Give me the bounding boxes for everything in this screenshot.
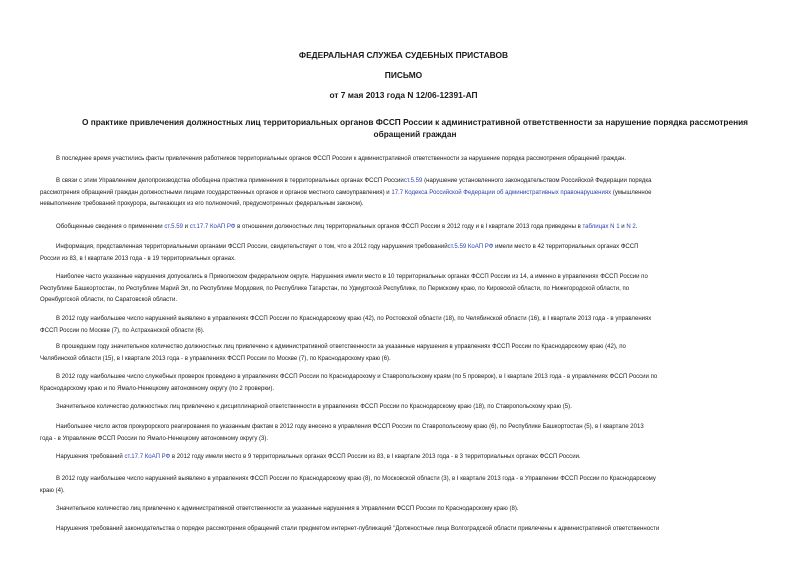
paragraph-11-line-1 xyxy=(40,452,768,464)
paragraph-7-line-2: Челябинской области (15), в I квартале 2013 года - в управлениях ФССП России по Москве (7), по Краснодарскому краю (6). xyxy=(40,355,391,362)
link-art-5-59-b[interactable]: ст.5.59 xyxy=(164,224,183,230)
paragraph-2-line-1 xyxy=(40,176,768,188)
link-art-5-59-koap[interactable]: ст.5.59 КоАП РФ xyxy=(447,244,494,250)
paragraph-3-text-a: Обобщенные сведения о применении xyxy=(56,224,165,230)
paragraph-4-text-a: Информация, представленная территориальными органами ФССП России, свидетельствует о том, что в 2012 году нарушения требований xyxy=(56,244,448,250)
agency-name: ФЕДЕРАЛЬНАЯ СЛУЖБА СУДЕБНЫХ ПРИСТАВОВ xyxy=(298,50,509,60)
paragraph-3-text-c: в отношении должностных лиц территориальных органов ФССП России в 2012 году и в I квартале 2013 года приведены в xyxy=(235,224,583,230)
document-title xyxy=(70,117,760,140)
link-table-2[interactable]: N 2 xyxy=(626,224,636,230)
paragraph-10 xyxy=(40,422,768,445)
paragraph-2-text-d: (умышленное xyxy=(611,189,652,196)
paragraph-4-line-2: России из 83, в I квартале 2013 года - в 19 территориальных органах. xyxy=(40,255,236,262)
paragraph-3-text-b: и xyxy=(182,224,190,230)
paragraph-12 xyxy=(40,474,768,497)
link-koap-17-7-full[interactable]: 17.7 Кодекса Российской Федерации об административных правонарушениях xyxy=(391,189,612,196)
paragraph-7 xyxy=(40,342,768,365)
document-title-line-2: обращений граждан xyxy=(373,128,457,139)
document-title-line-1: О практике привлечения должностных лиц территориальных органов ФССП России к административной ответственности за нарушение порядка рассмотрения xyxy=(81,117,749,127)
paragraph-9-line-1: Значительное количество должностных лиц привлечено к дисциплинарной ответственности в управлениях ФССП России по Краснодарскому краю (18), по Ставропольскому краю (5). xyxy=(56,404,572,410)
paragraph-7-line-1: В прошедшем году значительное количество должностных лиц привлечено к административной ответственности за указанные нарушения в управлениях ФССП России по Краснодарскому краю (42), по xyxy=(56,344,626,350)
paragraph-2-line-3: невыполнение требований прокурора, вытекающих из его полномочий, предусмотренных федеральным законом). xyxy=(40,201,364,208)
paragraph-5-line-1: Наиболее часто указанные нарушения допускались в Приволжском федеральном округе. Нарушения имели место в 10 территориальных органах ФССП России из 14, а именно в управлениях ФССП России по xyxy=(56,274,648,280)
link-art-17-7[interactable]: ст.17.7 КоАП РФ xyxy=(189,224,236,230)
paragraph-13-line-1: Значительное количество лиц привлечено к административной ответственности за указанные нарушения в Управлении ФССП России по Краснодарскому краю (8). xyxy=(56,506,519,512)
paragraph-3-text-e: . xyxy=(635,224,638,230)
paragraph-1-line-1: В последнее время участились факты привлечения работников территориальных органов ФССП России к административной ответственности за нарушение порядка рассмотрения обращений граждан. xyxy=(56,156,627,162)
paragraph-2-text-c: рассмотрения обращений граждан должностными лицами государственных органов и органов местного самоуправления) и xyxy=(40,189,392,196)
paragraph-2 xyxy=(40,176,768,211)
paragraph-3-line-1 xyxy=(40,222,768,234)
paragraph-6 xyxy=(40,314,768,337)
paragraph-14 xyxy=(40,524,768,536)
paragraph-11-text-a: Нарушения требований xyxy=(56,454,125,460)
paragraph-10-line-1: Наибольшее число актов прокурорского реагирования по указанным фактам в 2012 году внесено в управления ФССП России по Ставропольскому краю (6), по Республике Башкортостан (5), в I квартале 2013 xyxy=(56,424,644,430)
paragraph-12-line-2: краю (4). xyxy=(40,487,65,494)
paragraph-3-text-d: и xyxy=(619,224,627,230)
document-type: ПИСЬМО xyxy=(384,70,423,80)
link-art-5-59[interactable]: ст.5.59 xyxy=(403,178,423,184)
paragraph-12-line-1: В 2012 году наибольшее число нарушений выявлено в управлениях ФССП России по Краснодарскому краю (8), по Московской области (3), в I квартале 2013 года - в Управлении ФССП России по Краснодарскому xyxy=(56,476,656,482)
paragraph-4 xyxy=(40,242,768,265)
paragraph-9 xyxy=(40,402,768,414)
paragraph-8-line-1: В 2012 году наибольшее число служебных проверок проведено в управлениях ФССП России по Краснодарскому и Ставропольскому краям (по 5 проверок), в I квартале 2013 года - в управлениях ФССП России по xyxy=(56,374,658,380)
paragraph-14-line-1: Нарушения требований законодательства о порядке рассмотрения обращений стали предметом интернет-публикаций "Должностные лица Волгоградской области привлечены к административной ответственности xyxy=(56,526,660,532)
paragraph-2-text-b: (нарушение установленного законодательством Российской Федерации порядка xyxy=(422,178,652,184)
paragraph-8 xyxy=(40,372,768,395)
paragraph-2-text-a: В связи с этим Управлением делопроизводства обобщена практика применения в территориальных органах ФССП России xyxy=(56,178,404,184)
paragraph-11-text-b: в 2012 году имели место в 9 территориальных органах ФССП России из 83, в I квартале 2013 года - в 3 территориальных органах ФССП России. xyxy=(170,454,581,460)
paragraph-13 xyxy=(40,504,768,516)
paragraph-8-line-2: Краснодарскому краю и по Ямало-Ненецкому автономному округу (по 2 проверки). xyxy=(40,385,275,392)
paragraph-4-line-1 xyxy=(40,242,768,254)
paragraph-5 xyxy=(40,272,768,307)
paragraph-1 xyxy=(40,154,768,166)
paragraph-6-line-1: В 2012 году наибольшее число нарушений выявлено в управлениях ФССП России по Краснодарскому краю (42), по Ростовской области (18), по Челябинской области (16), в I квартале 2013 года - в управлениях xyxy=(56,316,652,322)
link-art-17-7-b[interactable]: ст.17.7 КоАП РФ xyxy=(124,454,171,460)
paragraph-3 xyxy=(40,222,768,234)
paragraph-10-line-2: года - в Управление ФССП России по Ямало-Ненецкому автономному округу (3). xyxy=(40,435,269,442)
paragraph-2-line-2 xyxy=(40,188,768,200)
paragraph-4-text-b: имели место в 42 территориальных органах ФССП xyxy=(493,244,639,250)
paragraph-6-line-2: ФССП России по Москве (7), по Астраханской области (6). xyxy=(40,327,205,334)
document-date-number: от 7 мая 2013 года N 12/06-12391-АП xyxy=(329,90,478,100)
link-table-1[interactable]: таблицах N 1 xyxy=(582,224,620,230)
paragraph-5-line-2: Республике Башкортостан, по Республике Марий Эл, по Республике Мордовия, по Республике Татарстан, по Удмуртской Республике, по Пермскому краю, по Кировской области, по Нижегородской области, по xyxy=(40,285,630,292)
paragraph-11 xyxy=(40,452,768,464)
paragraph-5-line-3: Оренбургской области, по Саратовской области. xyxy=(40,297,177,304)
